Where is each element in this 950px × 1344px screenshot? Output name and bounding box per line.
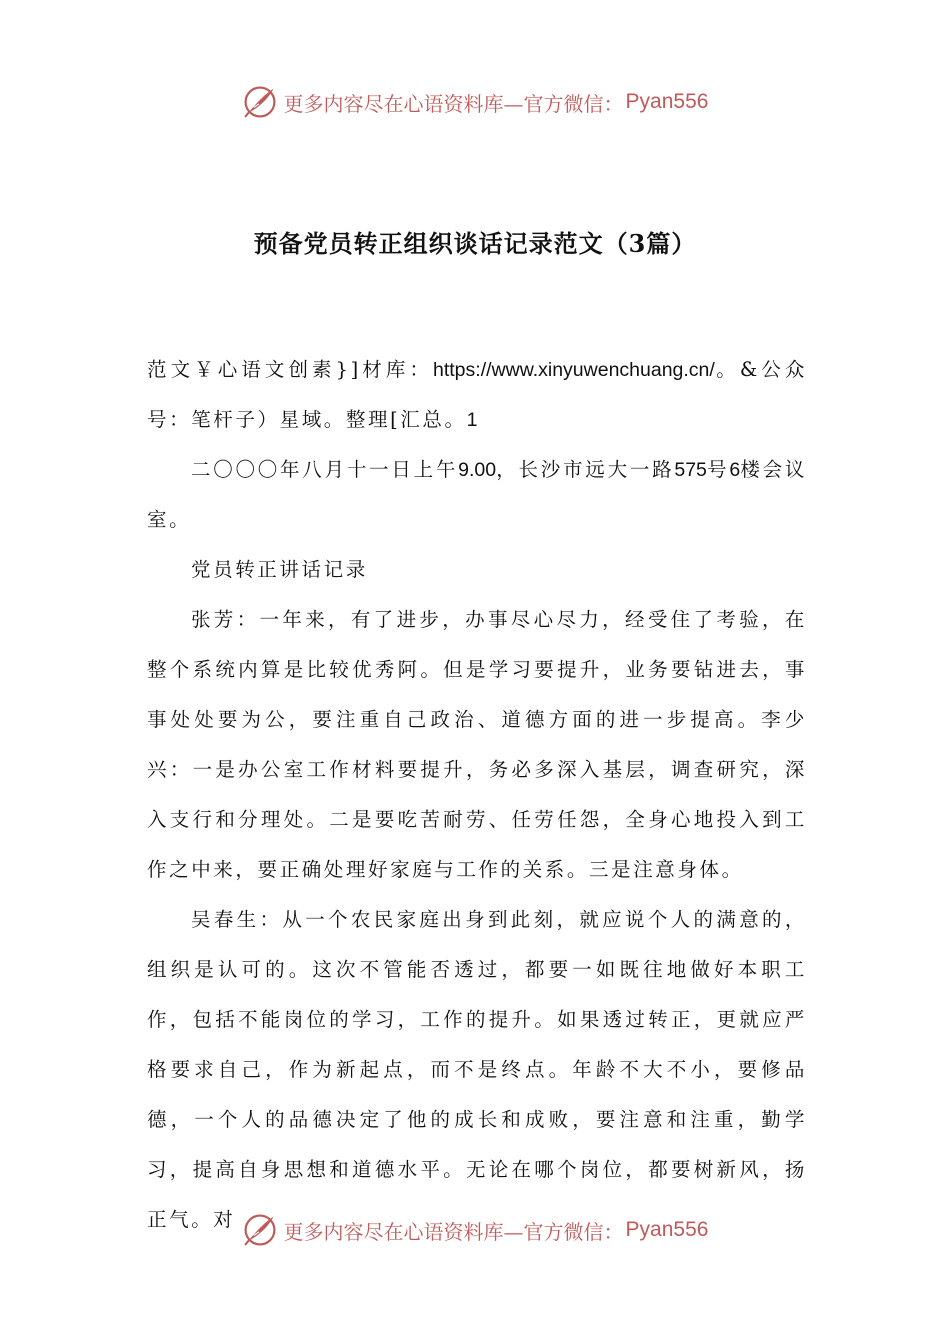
speech-paragraph: 张芳：一年来，有了进步，办事尽心尽力，经受住了考验，在整个系统内算是比较优秀阿。但是学习要提升，业务要钻进去，事事处处要为公，要注重自己政治、道德方面的进一步提高。李少兴：一是办公室工作材料要提升，务必多深入基层，调查研究，深入支行和分理处。二是要吃苦耐劳、任劳任怨，全身心地投入到工作之中来，要正确处理好家庭与工作的关系。三是注意身体。 xyxy=(147,608,807,881)
watermark-text: 更多内容尽在心语资料库—官方微信： xyxy=(283,1219,624,1244)
quill-pen-icon xyxy=(242,84,278,120)
watermark-text: 更多内容尽在心语资料库—官方微信： xyxy=(283,91,624,116)
watermark-handle: Pyan556 xyxy=(625,1218,709,1241)
quill-pen-icon xyxy=(242,1212,278,1248)
section-heading-paragraph: 党员转正讲话记录 xyxy=(191,558,368,581)
meeting-time-paragraph: 二〇〇〇年八月十一日上午9.00，长沙市远大一路575号6楼会议室。 xyxy=(147,458,807,531)
document-body xyxy=(147,345,807,1245)
footer-watermark xyxy=(0,1208,950,1252)
header-watermark xyxy=(0,80,950,124)
source-note-paragraph: 范文￥心语文创素}]材库：https://www.xinyuwenchuang.cn/。&公众号：笔杆子）星域。整理[汇总。1 xyxy=(147,358,807,431)
speech-paragraph: 吴春生：从一个农民家庭出身到此刻，就应说个人的满意的，组织是认可的。这次不管能否透过，都要一如既往地做好本职工作，包括不能岗位的学习，工作的提升。如果透过转正，更就应严格要求自己，作为新起点，而不是终点。年龄不大不小，要修品德，一个人的品德决定了他的成长和成败，要注意和注重，勤学习，提高自身思想和道德水平。无论在哪个岗位，都要树新风，扬正气。对 xyxy=(147,908,807,1231)
watermark-handle: Pyan556 xyxy=(625,90,709,113)
document-title: 预备党员转正组织谈话记录范文（3篇） xyxy=(253,229,697,258)
